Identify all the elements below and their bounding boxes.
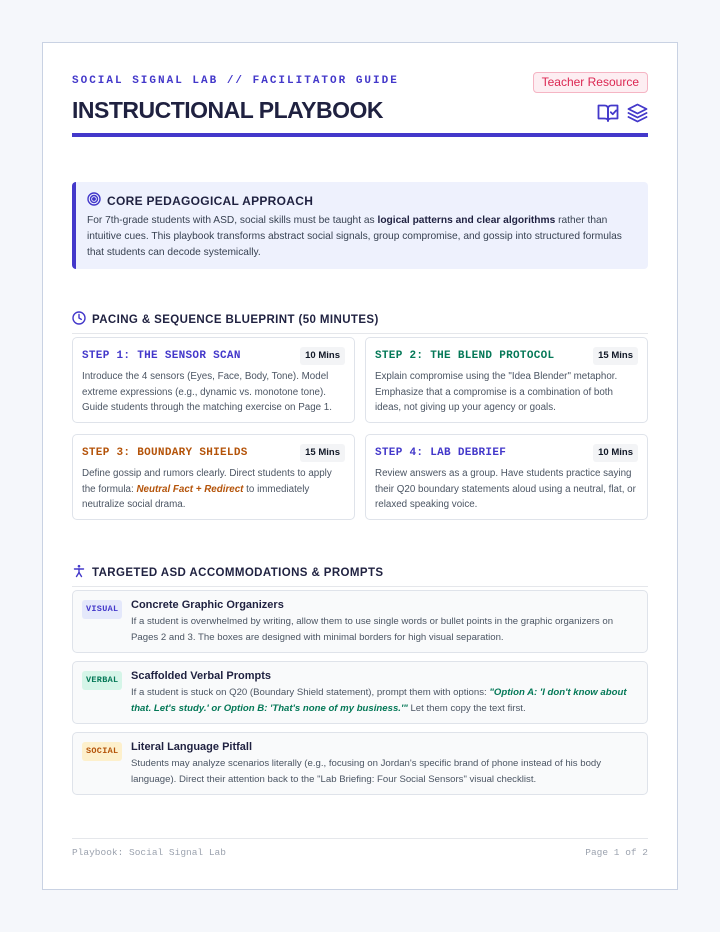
step-description: Explain compromise using the "Idea Blender" metaphor. Emphasize that a compromise is a combination of both ideas, not giving up your agency or goals.: [375, 371, 618, 413]
accommodation-title: Concrete Graphic Organizers: [131, 599, 284, 611]
duration-badge: 10 Mins: [300, 347, 345, 365]
clock-icon: [72, 311, 86, 328]
social-tag: SOCIAL: [82, 742, 122, 761]
duration-badge: 15 Mins: [593, 347, 638, 365]
accommodation-description: If a student is overwhelmed by writing, allow them to use single words or bullet points in the graphic organizers on Pages 2 and 3. The boxes are designed with minimal borders for high visual separation.: [131, 616, 614, 643]
accommodation-title: Literal Language Pitfall: [131, 741, 253, 753]
step-card-2: [365, 337, 648, 423]
page-number: Page 1 of 2: [585, 847, 648, 858]
step-description: Introduce the 4 sensors (Eyes, Face, Body, Tone). Model extreme expressions (e.g., dynamic vs. monotone tone). Guide students through the matching exercise on Page 1.: [82, 371, 332, 413]
formula-text: Neutral Fact + Redirect: [136, 483, 244, 495]
step-title: STEP 2: THE BLEND PROTOCOL: [375, 350, 555, 362]
layers-icon: [627, 103, 648, 123]
core-approach-callout: [72, 182, 648, 269]
prompt-options-text: "Option A: 'I don't know about that. Let's study.' or Option B: 'That's none of my business.'": [131, 687, 627, 714]
step-title: STEP 3: BOUNDARY SHIELDS: [82, 447, 248, 459]
step-card-4: [365, 434, 648, 520]
pacing-section-heading: PACING & SEQUENCE BLUEPRINT (50 MINUTES): [72, 311, 648, 334]
book-check-icon: [597, 103, 619, 123]
step-title: STEP 4: LAB DEBRIEF: [375, 447, 507, 459]
duration-badge: 15 Mins: [300, 444, 345, 462]
header-rule: [72, 133, 648, 137]
header-icons: [597, 103, 648, 123]
document-page: [42, 42, 678, 890]
step-card-1: [72, 337, 355, 423]
document-kicker: SOCIAL SIGNAL LAB // FACILITATOR GUIDE: [72, 75, 399, 87]
emphasis-text: logical patterns and clear algorithms: [377, 215, 556, 226]
step-description: Review answers as a group. Have students practice saying their Q20 boundary statements aloud using a neutral, flat, or relaxed speaking voice.: [375, 468, 636, 510]
accommodation-title: Scaffolded Verbal Prompts: [131, 670, 271, 682]
accessibility-icon: [72, 564, 86, 581]
footer-title: Playbook: Social Signal Lab: [72, 847, 226, 858]
step-title: STEP 1: THE SENSOR SCAN: [82, 350, 241, 362]
accommodation-description: If a student is stuck on Q20 (Boundary Shield statement), prompt them with options: "Option A: 'I don't know about that. Let's study.' or Option B: 'That's none of my business.'" Let them copy the text first.: [131, 687, 627, 714]
teacher-resource-badge: Teacher Resource: [533, 72, 648, 93]
verbal-tag: VERBAL: [82, 671, 122, 690]
accommodation-card-visual: [72, 590, 648, 653]
footer-rule: [72, 838, 648, 839]
duration-badge: 10 Mins: [593, 444, 638, 462]
target-icon: [87, 192, 101, 209]
core-approach-text: For 7th-grade students with ASD, social skills must be taught as logical patterns and clear algorithms rather than intuitive cues. This playbook transforms abstract social signals, group compromise, and gossip into structured formulas that students can decode systemically.: [87, 215, 622, 258]
core-approach-heading: [87, 192, 636, 209]
accommodation-card-verbal: [72, 661, 648, 724]
accommodations-section-heading: TARGETED ASD ACCOMMODATIONS & PROMPTS: [72, 564, 648, 587]
accommodation-card-social: [72, 732, 648, 795]
step-card-3: [72, 434, 355, 520]
page-title: INSTRUCTIONAL PLAYBOOK: [72, 97, 384, 123]
step-description: Define gossip and rumors clearly. Direct students to apply the formula: Neutral Fact + Redirect to immediately neutralize social drama.: [82, 468, 332, 510]
core-approach-title: CORE PEDAGOGICAL APPROACH: [107, 193, 314, 208]
accommodation-description: Students may analyze scenarios literally (e.g., focusing on Jordan's specific brand of phone instead of his body language). Direct their attention back to the "Lab Briefing: Four Social Sensors" visual checklist.: [131, 758, 602, 785]
visual-tag: VISUAL: [82, 600, 122, 619]
